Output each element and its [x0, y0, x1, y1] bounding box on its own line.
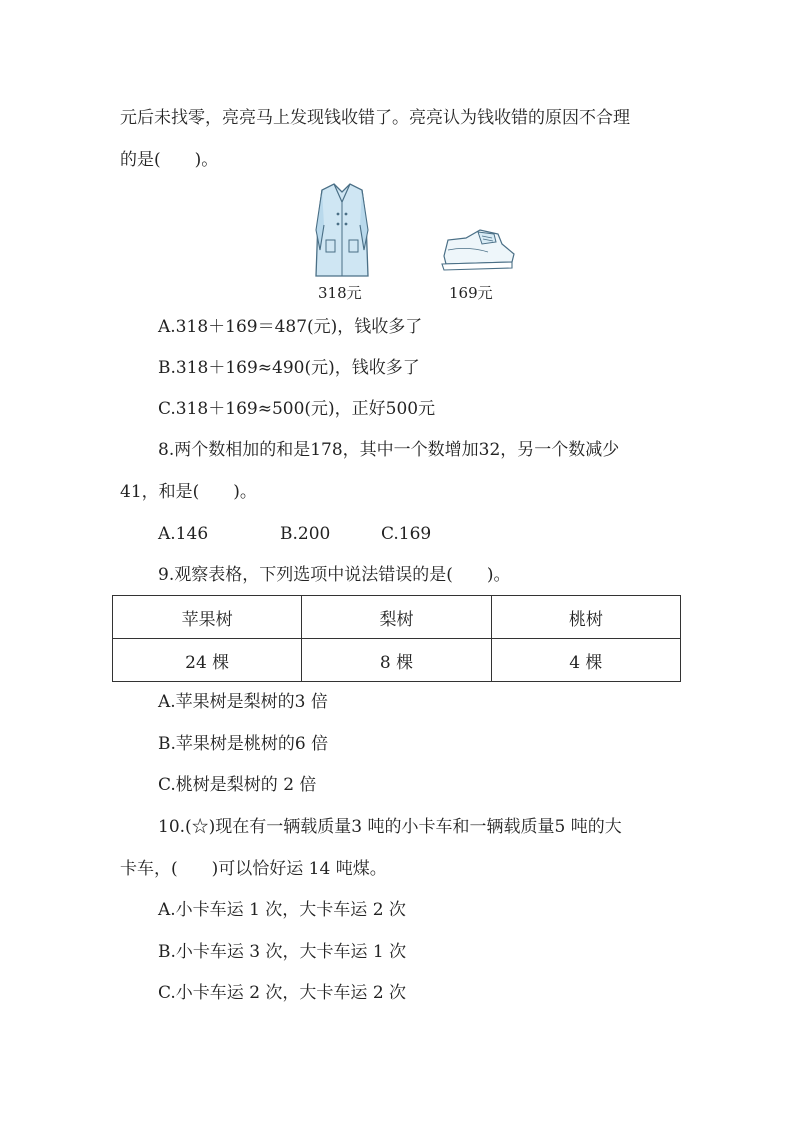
table-header-cell: 桃树	[491, 596, 680, 639]
q7-option-b[interactable]: B.318＋169≈490(元)，钱收多了	[158, 358, 420, 378]
table-cell: 8 棵	[302, 639, 491, 682]
tree-count-table	[112, 595, 681, 682]
table-header-row	[113, 596, 681, 639]
q7-stem-line1: 元后未找零，亮亮马上发现钱收错了。亮亮认为钱收错的原因不合理	[120, 108, 630, 128]
table-header-cell: 梨树	[302, 596, 491, 639]
q8-stem-line2: 41，和是( )。	[120, 482, 257, 502]
q8-option-c[interactable]: C.169	[381, 524, 432, 544]
q8-option-a[interactable]: A.146	[158, 524, 209, 544]
coat-icon	[312, 180, 372, 280]
table-cell: 4 棵	[491, 639, 680, 682]
q8-option-b[interactable]: B.200	[280, 524, 331, 544]
q7-option-a[interactable]: A.318＋169＝487(元)，钱收多了	[158, 317, 423, 337]
q7-stem-line2: 的是( )。	[120, 150, 219, 170]
q10-option-a[interactable]: A.小卡车运 1 次，大卡车运 2 次	[158, 900, 406, 920]
shoes-price: 169元	[449, 284, 493, 302]
q10-stem-line2: 卡车，( )可以恰好运 14 吨煤。	[120, 859, 387, 879]
q10-option-c[interactable]: C.小卡车运 2 次，大卡车运 2 次	[158, 983, 407, 1003]
q10-option-b[interactable]: B.小卡车运 3 次，大卡车运 1 次	[158, 942, 407, 962]
table-cell: 24 棵	[113, 639, 302, 682]
q9-option-a[interactable]: A.苹果树是梨树的3 倍	[158, 692, 328, 712]
table-header-cell: 苹果树	[113, 596, 302, 639]
q7-option-c[interactable]: C.318＋169≈500(元)，正好500元	[158, 399, 436, 419]
table-row	[113, 639, 681, 682]
coat-price: 318元	[318, 284, 362, 302]
q8-stem-line1: 8.两个数相加的和是178，其中一个数增加32，另一个数减少	[158, 440, 620, 460]
q9-stem: 9.观察表格，下列选项中说法错误的是( )。	[158, 565, 511, 585]
q9-option-c[interactable]: C.桃树是梨树的 2 倍	[158, 775, 317, 795]
q9-option-b[interactable]: B.苹果树是桃树的6 倍	[158, 734, 329, 754]
shoes-icon	[438, 226, 516, 274]
q10-stem-line1: 10.(☆)现在有一辆载质量3 吨的小卡车和一辆载质量5 吨的大	[158, 817, 622, 837]
